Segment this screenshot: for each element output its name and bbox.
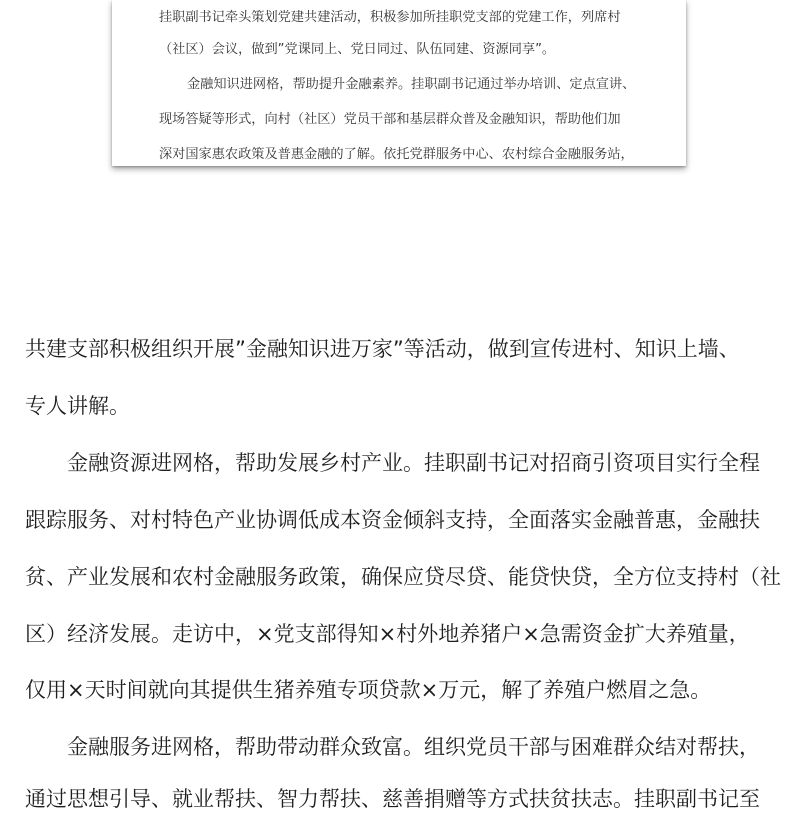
card-line: 挂职副书记牵头策划党建共建活动，积极参加所挂职党支部的党建工作，列席村 (159, 10, 621, 25)
body-line: 专人讲解。 (25, 394, 130, 418)
body-line: 共建支部积极组织开展”金融知识进万家”等活动，做到宣传进村、知识上墙、 (25, 337, 740, 361)
body-line: 跟踪服务、对村特色产业协调低成本资金倾斜支持，全面落实金融普惠，金融扶 (25, 508, 760, 532)
card-line: 深对国家惠农政策及普惠金融的了解。依托党群服务中心、农村综合金融服务站， (159, 147, 634, 162)
body-line: 仅用×天时间就向其提供生猪养殖专项贷款×万元，解了养殖户燃眉之急。 (25, 678, 712, 702)
body-line: 贫、产业发展和农村金融服务政策，确保应贷尽贷、能贷快贷，全方位支持村（社 (25, 565, 781, 589)
body-line: 通过思想引导、就业帮扶、智力帮扶、慈善捐赠等方式扶贫扶志。挂职副书记至 (25, 787, 760, 811)
card-line: （社区）会议，做到”党课同上、党日同过、队伍同建、资源同享”。 (159, 42, 556, 57)
body-line: 金融资源进网格，帮助发展乡村产业。挂职副书记对招商引资项目实行全程 (67, 451, 760, 475)
card-line: 现场答疑等形式，向村（社区）党员干部和基层群众普及金融知识，帮助他们加 (159, 112, 621, 127)
document-image-card (112, 0, 686, 166)
body-line: 金融服务进网格，帮助带动群众致富。组织党员干部与困难群众结对帮扶， (67, 735, 760, 759)
body-line: 区）经济发展。走访中，×党支部得知×村外地养猪户×急需资金扩大养殖量， (25, 622, 750, 646)
card-line: 金融知识进网格，帮助提升金融素养。挂职副书记通过举办培训、定点宣讲、 (187, 77, 636, 92)
